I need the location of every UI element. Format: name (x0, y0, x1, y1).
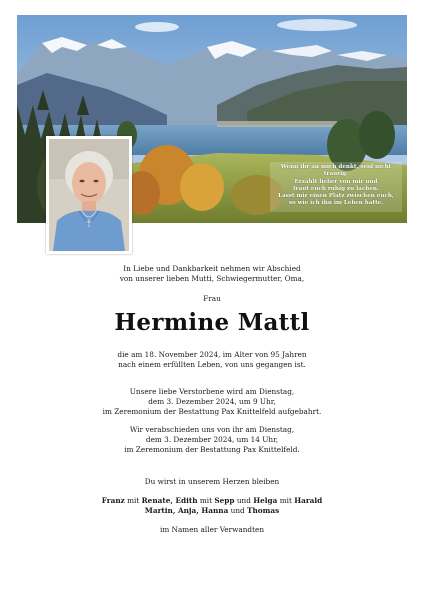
intro-line: von unserer lieben Mutti, Schwiegermutter, Oma, (119, 274, 305, 283)
viewing-notice (0, 387, 424, 417)
family-name: Renate, Edith (141, 496, 198, 505)
family-connector: mit (277, 496, 295, 505)
family-name: Helga (253, 496, 278, 505)
quote-line: Wenn ihr an mich denkt, seid nicht (280, 164, 392, 170)
family-line (0, 506, 424, 516)
memorial-quote (270, 162, 402, 212)
family-name: Martin, Anja, Hanna (144, 506, 229, 515)
family-name: Franz (101, 496, 125, 505)
relatives-line: im Namen aller Verwandten (159, 525, 265, 534)
intro-line: In Liebe und Dankbarkeit nehmen wir Abschied (123, 264, 301, 273)
viewing-line: Unsere liebe Verstorbene wird am Dienstag, (129, 387, 295, 396)
hearts-line: Du wirst in unserem Herzen bleiben (144, 477, 280, 486)
farewell-notice (0, 425, 424, 455)
family-name: Harald (294, 496, 323, 505)
intro-text (0, 264, 424, 284)
death-line: nach einem erfüllten Leben, von uns gegangen ist. (118, 360, 306, 369)
quote-line: Erzählt lieber von mir und (294, 178, 378, 185)
family-connector: und (234, 496, 254, 505)
family-connector: mit (124, 496, 142, 505)
family-line (0, 496, 424, 506)
family-name: Thomas (247, 506, 280, 515)
family-list (0, 496, 424, 516)
quote-line: so wie ich ihn im Leben hatte. (288, 200, 384, 207)
farewell-line: dem 3. Dezember 2024, um 14 Uhr, (145, 435, 279, 444)
family-connector: mit (197, 496, 215, 505)
quote-line: traut euch ruhig zu lachen. (293, 185, 379, 192)
deceased-name: Hermine Mattl (114, 309, 310, 336)
portrait-photo (46, 136, 132, 254)
viewing-line: dem 3. Dezember 2024, um 9 Uhr, (148, 397, 276, 406)
quote-line: traurig. (323, 171, 349, 178)
farewell-line: im Zeremonium der Bestattung Pax Knittelfeld. (124, 445, 300, 454)
family-connector: und (228, 506, 248, 515)
death-line: die am 18. November 2024, im Alter von 95 Jahren (117, 350, 307, 359)
farewell-line: Wir verabschieden uns von ihr am Dienstag, (129, 425, 295, 434)
death-notice (0, 350, 424, 370)
viewing-line: im Zeremonium der Bestattung Pax Knittelfeld aufgebahrt. (102, 407, 322, 416)
family-name: Sepp (214, 496, 235, 505)
salutation: Frau (203, 294, 221, 303)
quote-line: Lasst mir einen Platz zwischen euch, (278, 193, 394, 200)
